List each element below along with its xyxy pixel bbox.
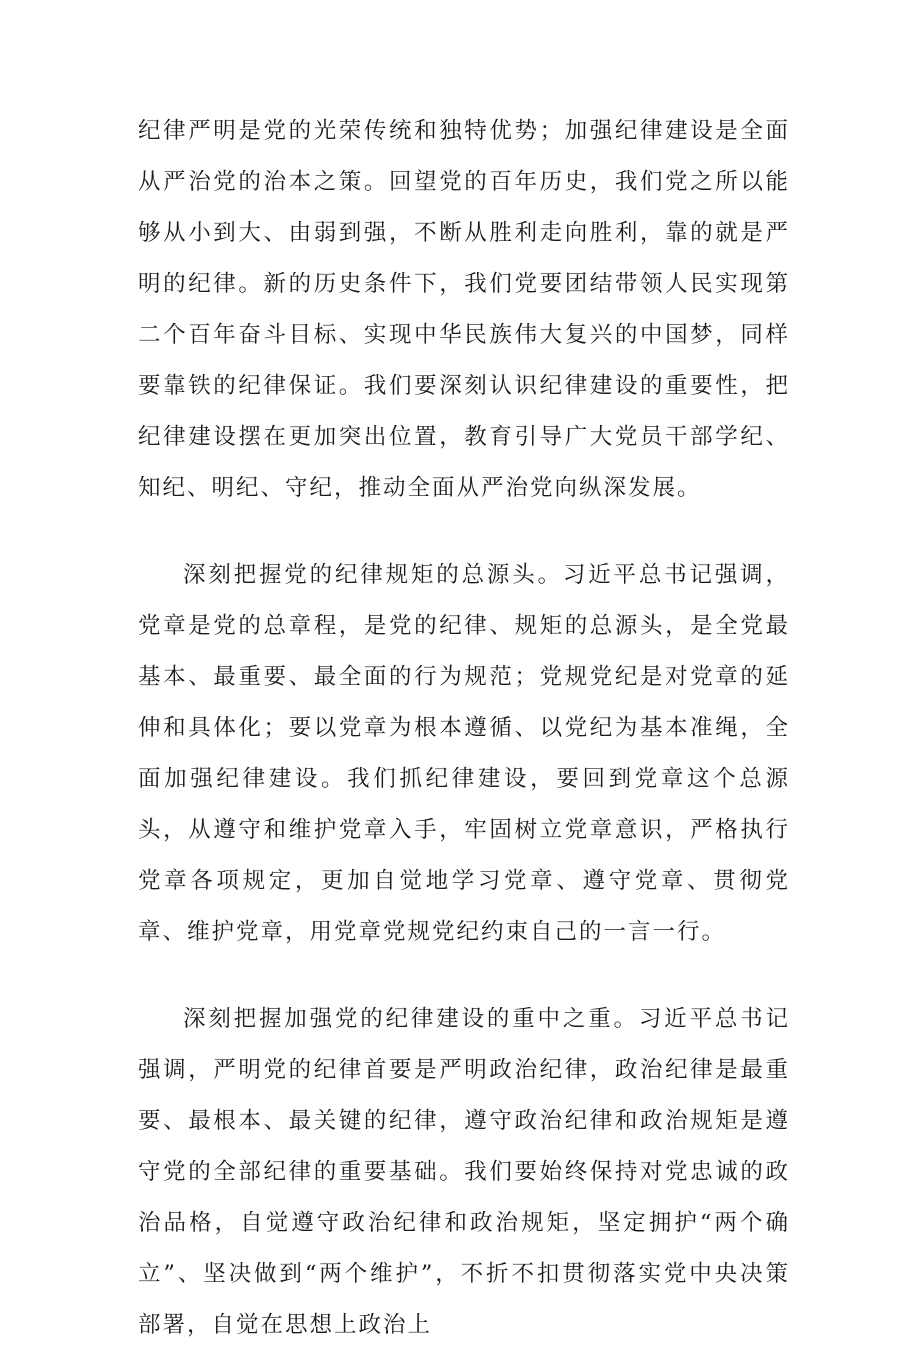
paragraph-party-constitution: 深刻把握党的纪律规矩的总源头。习近平总书记强调，党章是党的总章程，是党的纪律、规矩的总源头，是全党最基本、最重要、最全面的行为规范；党规党纪是对党章的延伸和具体化；要以党章为根本遵循、以党纪为基本准绳，全面加强纪律建设。我们抓纪律建设，要回到党章这个总源头，从遵守和维护党章入手，牢固树立党章意识，严格执行党章各项规定，更加自觉地学习党章、遵守党章、贯彻党章、维护党章，用党章党规党纪约束自己的一言一行。 [138, 562, 790, 945]
paragraph-political-discipline: 深刻把握加强党的纪律建设的重中之重。习近平总书记强调，严明党的纪律首要是严明政治纪律，政治纪律是最重要、最根本、最关键的纪律，遵守政治纪律和政治规矩是遵守党的全部纪律的重要基础。我们要始终保持对党忠诚的政治品格，自觉遵守政治纪律和政治规矩，坚定拥护“两个确立”、坚决做到“两个维护”，不折不扣贯彻落实党中央决策部署，自觉在思想上政治上 [138, 1006, 790, 1338]
paragraph-intro: 纪律严明是党的光荣传统和独特优势；加强纪律建设是全面从严治党的治本之策。回望党的百年历史，我们党之所以能够从小到大、由弱到强，不断从胜利走向胜利，靠的就是严明的纪律。新的历史条件下，我们党要团结带领人民实现第二个百年奋斗目标、实现中华民族伟大复兴的中国梦，同样要靠铁的纪律保证。我们要深刻认识纪律建设的重要性，把纪律建设摆在更加突出位置，教育引导广大党员干部学纪、知纪、明纪、守纪，推动全面从严治党向纵深发展。 [138, 118, 790, 501]
document-body [138, 106, 790, 1351]
